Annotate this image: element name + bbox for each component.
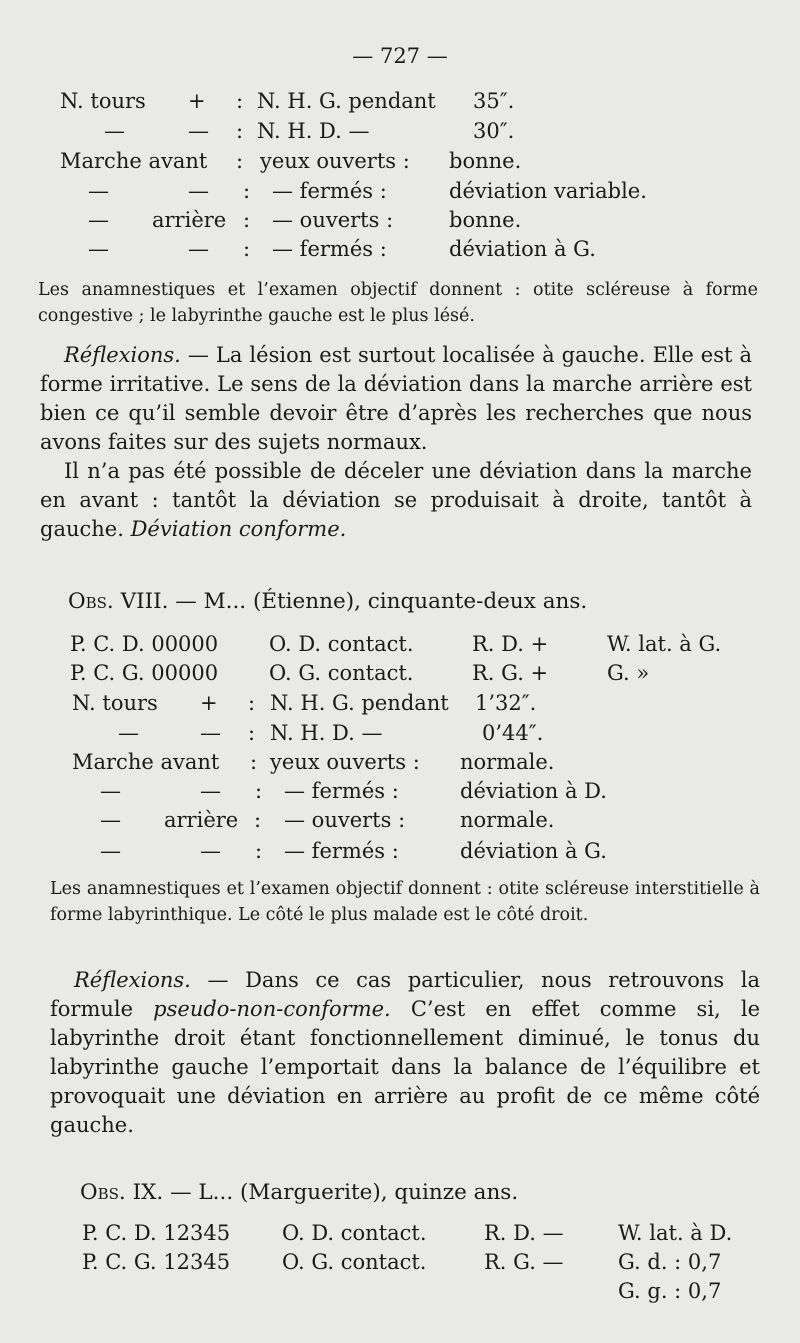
obs9-extra-row: G. g. : 0,7 <box>618 1279 722 1303</box>
page-number: — 727 — <box>352 44 448 68</box>
reflexions-label: Réflexions. <box>74 968 191 992</box>
obs8-note: Les anamnestiques et l’examen objectif donnent : otite scléreuse interstitielle à forme labyrinthique. Le côté le plus malade est le côté droit. <box>50 879 760 925</box>
obs9-heading: Obs. IX. — L... (Marguerite), quinze ans. <box>80 1180 519 1205</box>
obs7-reflexions: Réflexions. — La lésion est surtout localisée à gauche. Elle est à forme irritative. Le sens de la déviation dans la marche arrière est bien ce qu’il semble devoir être d’après les recherches que nous avons faites sur des sujets normaux. Il n’a pas été possible de déceler une déviation dans la marche en avant : tantôt la déviation se produisait à droite, tantôt à gauche. Déviation conforme. <box>40 343 752 541</box>
book-page: — 727 — N. tours + : N. H. G. pendant 35″. — — : N. H. D. — 30″. Marche avant : yeux ouverts : bonne. — — : — fermés : déviation variable. — arrière : — ouverts : bonne. — — : — fermés : déviation à G. Les anamnestiques et l’examen objectif donnent : otite scléreuse à forme congestive ; le labyrinthe gauche est le plus lésé. Réflexions. — La lésion est surtout localisée à gauche. Elle est à forme irritative. Le sens de la déviation dans la marche arrière est bien ce qu’il semble devoir être d’après les recherches que nous avons faites sur des sujets normaux. Il n’a pas été possible de déceler une déviation dans la marche en avant : tantôt la déviation se produisait à droite, tantôt à gauche. Déviation conforme. Obs. VIII. — M... (Étienne), cinquante-deux ans. P. C. D. 00000 O. D. contact. R. D. + W. lat. à G. P. C. G. 00000 O. G. contact. R. G. + G. » N. tours + : N. H. G. pendant 1’32″. — — : N. H. D. — 0’44″. Marche avant : yeux ouverts : normale. — — : — fermés : déviation à D. — arrière : — ouverts : normale. — — : — fermés : déviation à G. Les anamnestiques et l’examen objectif donnent : otite scléreuse interstitielle à forme labyrinthique. Le côté le plus malade est le côté droit. Réflexions. — Dans ce cas particulier, nous retrouvons la formule pseudo-non-conforme. C’est en effet comme si, le labyrinthe droit étant fonctionnellement diminué, le tonus du labyrinthe gauche l’emportait dans la balance de l’équilibre et provoquait une déviation en arrière au profit de ce même côté gauche. Obs. IX. — L... (Marguerite), quinze ans. P. C. D. 12345 O. D. contact. R. D. — W. lat. à D. P. C. G. 12345 O. G. contact. R. G. — G. d. : 0,7 G. g. : 0,7 <box>0 0 800 1343</box>
obs7-note: Les anamnestiques et l’examen objectif donnent : otite scléreuse à forme congestive ; le labyrinthe gauche est le plus lésé. <box>38 280 758 326</box>
reflexions-label: Réflexions. <box>64 343 181 367</box>
obs8-heading: Obs. VIII. — M... (Étienne), cinquante-deux ans. <box>68 589 588 614</box>
obs8-reflexions: Réflexions. — Dans ce cas particulier, nous retrouvons la formule pseudo-non-conforme. C’est en effet comme si, le labyrinthe droit étant fonctionnellement diminué, le tonus du labyrinthe gauche l’emportait dans la balance de l’équilibre et provoquait une déviation en arrière au profit de ce même côté gauche. <box>50 968 760 1137</box>
